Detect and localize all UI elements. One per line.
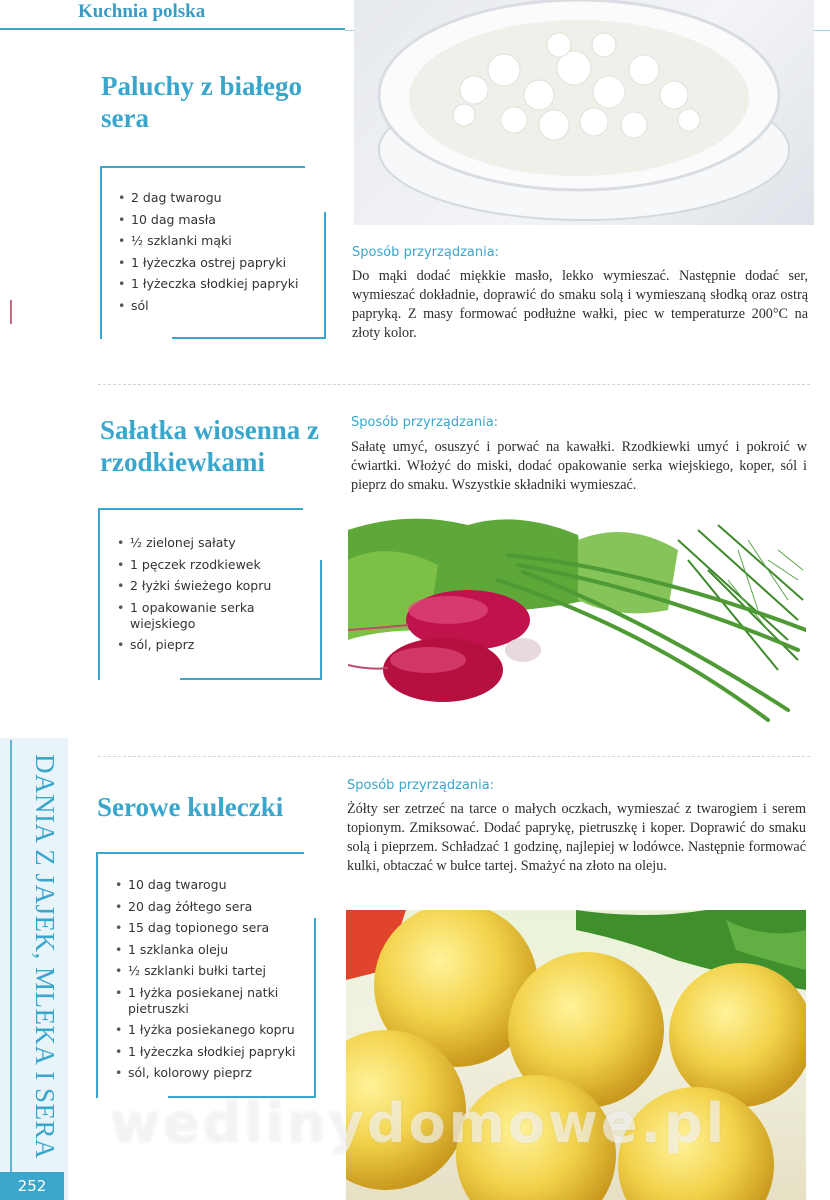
ingredient-item: • 10 dag masła (118, 212, 318, 228)
cottage-cheese-illustration (354, 0, 814, 225)
ingredient-item: • sól, kolorowy pieprz (115, 1065, 305, 1081)
recipe-title-kuleczki: Serowe kuleczki (97, 792, 284, 822)
photo-cottage-cheese-bowl (354, 0, 814, 225)
ingredient-item: • sól (118, 298, 318, 314)
recipe-separator (98, 756, 810, 757)
recipe-title-salatka: Sałatka wiosenna z rzodkiewkami (100, 415, 320, 477)
recipe-title-paluchy: Paluchy z białego sera (101, 71, 302, 133)
page-edge-mark (10, 300, 12, 324)
method-heading-salatka: Sposób przyrządzania: (351, 415, 499, 430)
ingredient-item: • 15 dag topionego sera (115, 920, 305, 936)
chapter-side-title: DANIA Z JAJEK, MLEKA I SERA (30, 754, 60, 1159)
ingredient-item: • 1 łyżka posiekanego kopru (115, 1022, 305, 1038)
ingredients-box-kuleczki (96, 852, 316, 1098)
ingredients-list-salatka (117, 535, 307, 659)
ingredients-box-salatka (98, 508, 322, 680)
method-text-salatka: Sałatę umyć, osuszyć i porwać na kawałki. Rzodkiewki umyć i pokroić w ćwiartki. Włożyć do miski, dodać opakowanie serka wiejskiego, koper, sól i pieprz do smaku. Wszystkie składniki wymieszać. (351, 439, 807, 493)
photo-radishes-salad (348, 510, 806, 738)
ingredient-item: • 2 dag twarogu (118, 190, 318, 206)
ingredient-item: • ½ szklanki mąki (118, 233, 318, 249)
radish-illustration (348, 510, 806, 738)
ingredients-list-kuleczki (115, 877, 305, 1087)
method-heading-paluchy: Sposób przyrządzania: (352, 245, 500, 260)
ingredient-item: • 10 dag twarogu (115, 877, 305, 893)
ingredients-list-paluchy (118, 190, 318, 319)
ingredient-item: • 1 łyżeczka słodkiej papryki (115, 1044, 305, 1060)
ingredient-item: • 1 pęczek rzodkiewek (117, 557, 307, 573)
ingredient-item: • 1 opakowanie serka wiejskiego (117, 600, 307, 632)
method-text-kuleczki: Żółty ser zetrzeć na tarce o małych oczkach, wymieszać z twarogiem i serem topionym. Zmiksować. Dodać paprykę, pietruszkę i koper. Doprawić do smaku solą i pieprzem. Schładzać 1 godzinę, najlepiej w lodówce. Następnie formować kulki, obtaczać w bułce tartej. Smażyć na złoto na oleju. (347, 801, 806, 874)
ingredient-item: • ½ zielonej sałaty (117, 535, 307, 551)
ingredient-item: • 1 łyżeczka ostrej papryki (118, 255, 318, 271)
header-rule (0, 28, 345, 30)
ingredient-item: • 1 łyżeczka słodkiej papryki (118, 276, 318, 292)
method-heading-kuleczki: Sposób przyrządzania: (347, 778, 495, 793)
ingredient-item: • 2 łyżki świeżego kopru (117, 578, 307, 594)
cheese-balls-illustration (346, 910, 806, 1200)
side-tab-line (10, 740, 12, 1180)
ingredients-box-paluchy (100, 166, 326, 339)
running-head: Kuchnia polska (78, 0, 278, 26)
ingredient-item: • 1 szklanka oleju (115, 942, 305, 958)
ingredient-item: • 1 łyżka posiekanej natki pietruszki (115, 985, 305, 1017)
recipe-separator (98, 384, 810, 385)
ingredient-item: • sól, pieprz (117, 637, 307, 653)
photo-cheese-balls (346, 910, 806, 1200)
method-text-paluchy: Do mąki dodać miękkie masło, lekko wymieszać. Następnie dodać ser, wymieszać dokładnie, doprawić do smaku solą i wymieszaną słodką oraz ostrą papryką. Z masy formować podłużne wałki, piec w temperaturze 200°C na złoty kolor. (352, 268, 808, 341)
watermark: wedlinydomowe.pl (110, 1092, 728, 1155)
page-number: 252 (0, 1172, 64, 1200)
ingredient-item: • 20 dag żółtego sera (115, 899, 305, 915)
ingredient-item: • ½ szklanki bułki tartej (115, 963, 305, 979)
